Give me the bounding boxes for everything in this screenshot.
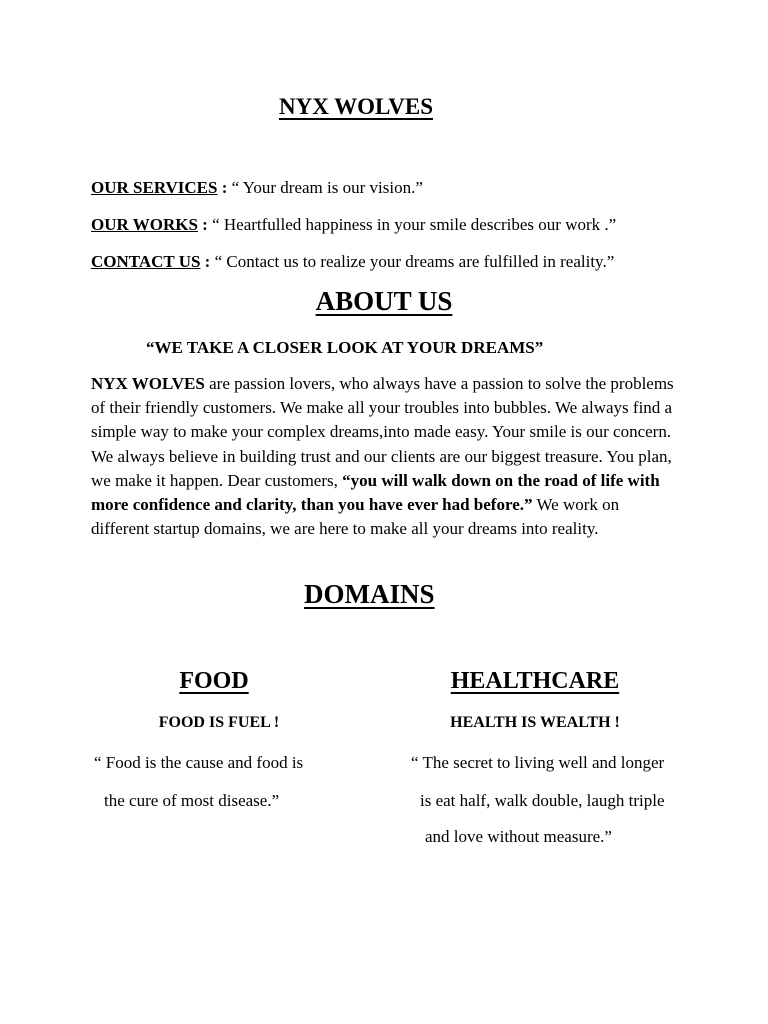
about-paragraph: NYX WOLVES are passion lovers, who always have a passion to solve the problems of their friendly customers. We make all your troubles into bubbles. We always find a simple way to make your complex dreams,into made easy. Your smile is our concern. We always believe in building trust and our clients are our biggest treasure. You plan, we make it happen. Dear customers, “you will walk down on the road of life with more confidence and clarity, than you have ever had before.” We work on different startup domains, we are here to make all your dreams into reality. [91,374,674,539]
works-label: OUR WORKS [91,215,198,234]
about-brand: NYX WOLVES [91,374,205,393]
works-text: “ Heartfulled happiness in your smile describes our work .” [212,215,617,234]
services-text: “ Your dream is our vision.” [231,178,423,197]
healthcare-heading: HEALTHCARE [450,668,620,694]
food-quote-line: the cure of most disease.” [104,791,280,810]
healthcare-subheading: HEALTH IS WEALTH ! [450,714,620,731]
healthcare-quote-line: and love without measure.” [425,827,612,846]
contact-label: CONTACT US [91,252,201,271]
works-line: OUR WORKS : “ Heartfulled happiness in your smile describes our work .” [91,215,617,234]
about-quote: “you will walk down on the road of life with more confidence and clarity, than you have ever had before.” [91,470,660,515]
services-line: OUR SERVICES : “ Your dream is our vision.” [91,178,423,197]
food-heading: FOOD [179,668,249,694]
services-label: OUR SERVICES [91,178,218,197]
domains-title: DOMAINS [304,579,435,609]
contact-line: CONTACT US : “ Contact us to realize your dreams are fulfilled in reality.” [91,252,615,271]
about-tagline: “WE TAKE A CLOSER LOOK AT YOUR DREAMS” [146,338,544,357]
food-subheading: FOOD IS FUEL ! [158,714,280,731]
contact-text: “ Contact us to realize your dreams are fulfilled in reality.” [214,252,615,271]
food-quote-line: “ Food is the cause and food is [94,753,304,772]
page-title: NYX WOLVES [279,94,434,119]
about-title: ABOUT US [315,286,453,316]
healthcare-quote-line: “ The secret to living well and longer [411,753,665,772]
healthcare-quote-line: is eat half, walk double, laugh triple [420,791,665,810]
